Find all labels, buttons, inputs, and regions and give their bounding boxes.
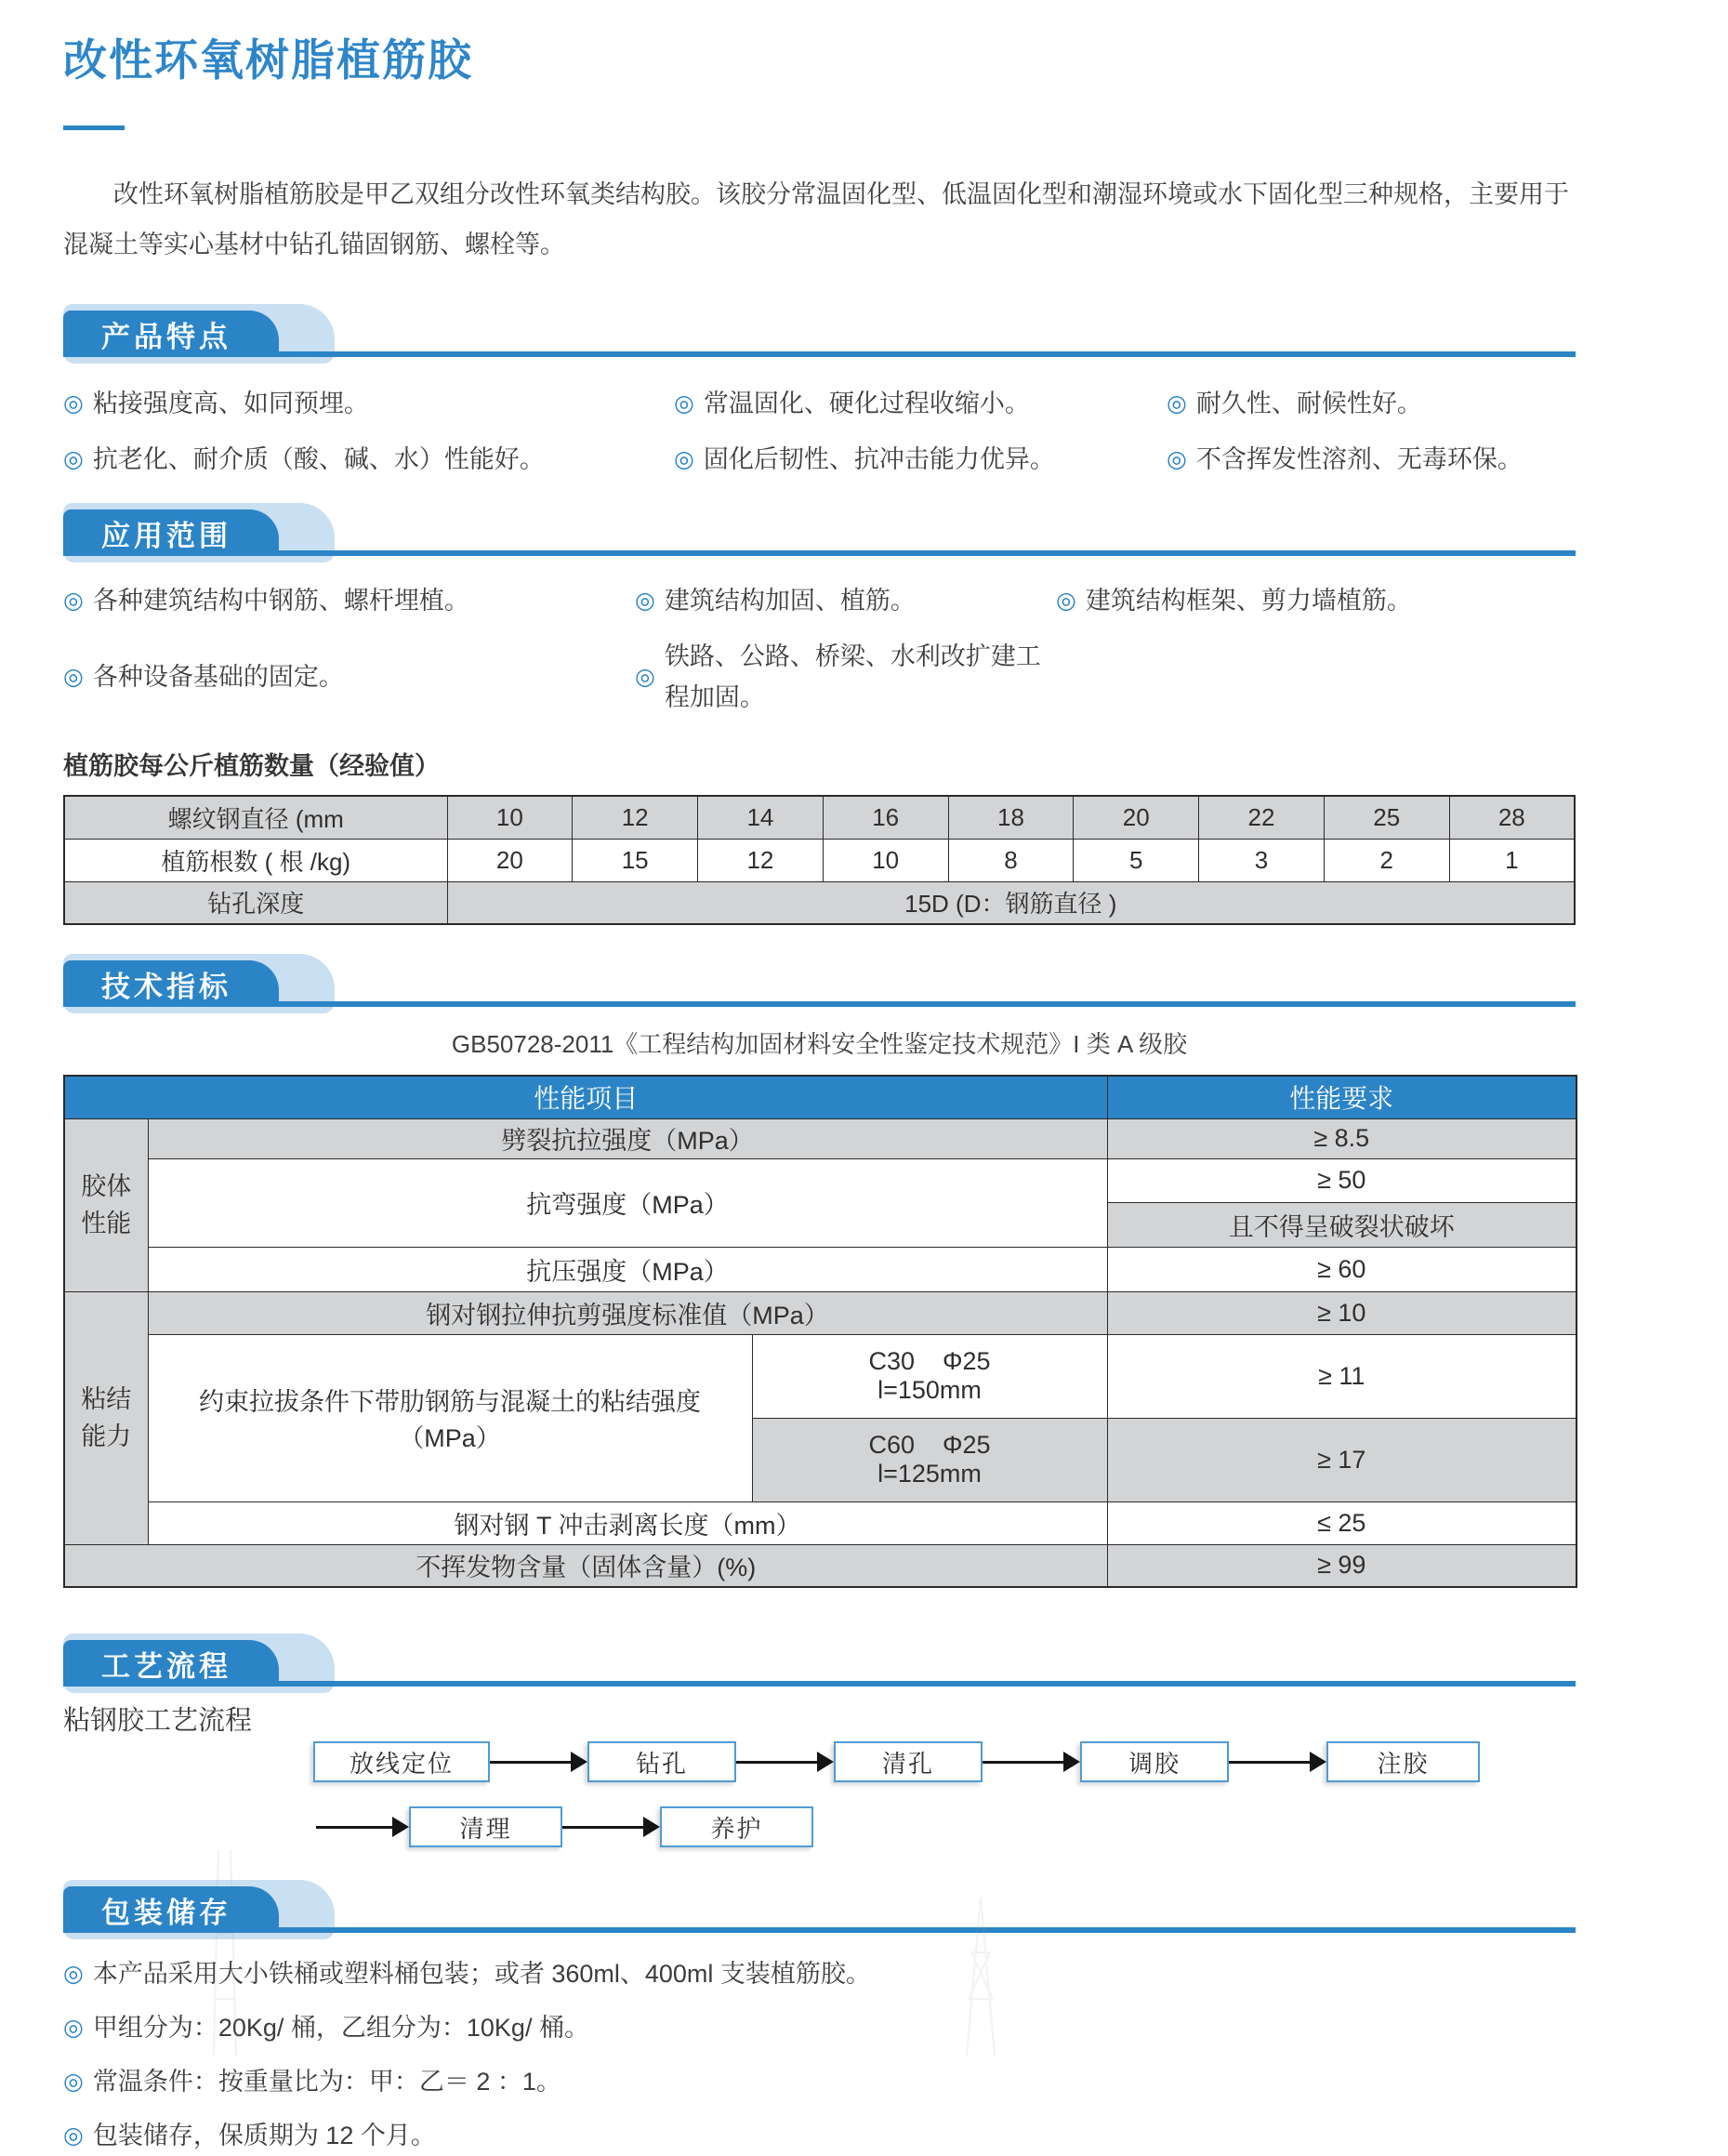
list-item <box>63 383 674 424</box>
qty-cell: 20 <box>1074 796 1199 839</box>
banner-rule <box>63 1001 1576 1007</box>
flow-label: 粘钢胶工艺流程 <box>63 1706 253 1736</box>
spec-label: 抗压强度（MPa） <box>148 1247 1107 1291</box>
list-item <box>63 439 674 480</box>
concrete-grade: C30 <box>868 1347 915 1375</box>
intro-paragraph: 改性环氧树脂植筋胶是甲乙双组分改性环氧类结构胶。该胶分常温固化型、低温固化型和潮湿环境或水下固化型三种规格，主要用于混凝土等实心基材中钻孔锚固钢筋、螺栓等。 <box>63 180 1569 258</box>
group-label-line: 胶体 <box>81 1172 132 1200</box>
document-page <box>63 0 1576 2156</box>
list-item <box>63 1953 1576 1994</box>
spec-label-bond <box>148 1334 752 1501</box>
rebar-diameter: Φ25 <box>943 1431 991 1459</box>
spec-group-bond <box>64 1291 148 1544</box>
section-banner-packaging <box>63 1886 1576 1933</box>
banner-rule <box>63 1681 1576 1686</box>
bond-label-line: （MPa） <box>399 1424 501 1452</box>
qty-cell: 14 <box>698 796 824 839</box>
table-row <box>64 1118 1576 1158</box>
packaging-list <box>63 1953 1576 2156</box>
table-header-row <box>64 1076 1576 1118</box>
flow-step-box: 清理 <box>409 1806 562 1847</box>
qty-cell: 2 <box>1324 839 1449 881</box>
bullseye-bullet-icon: ◎ <box>63 1960 84 1987</box>
flow-step-box: 注胶 <box>1326 1741 1480 1782</box>
qty-table-title: 植筋胶每公斤植筋数量（经验值） <box>63 752 440 780</box>
list-item <box>674 439 1167 480</box>
bullseye-bullet-icon: ◎ <box>635 663 655 690</box>
arrow-right-icon <box>1229 1752 1326 1772</box>
bullseye-bullet-icon: ◎ <box>635 587 655 614</box>
feature-text: 粘接强度高、如同预埋。 <box>92 390 369 417</box>
bullseye-bullet-icon: ◎ <box>63 587 84 614</box>
spec-condition-c60 <box>752 1418 1107 1501</box>
bullseye-bullet-icon: ◎ <box>674 390 694 417</box>
bullseye-bullet-icon: ◎ <box>674 445 694 472</box>
qty-cell: 28 <box>1449 796 1575 839</box>
bullseye-bullet-icon: ◎ <box>63 390 84 417</box>
bullseye-bullet-icon: ◎ <box>63 2068 84 2095</box>
list-item <box>1167 383 1576 424</box>
table-row <box>64 1291 1576 1334</box>
qty-row3-label: 钻孔深度 <box>64 881 447 924</box>
spec-value: ≥ 8.5 <box>1107 1118 1576 1158</box>
banner-rule <box>63 351 1576 357</box>
bullseye-bullet-icon: ◎ <box>1167 445 1187 472</box>
standard-note: GB50728-2011《工程结构加固材料安全性鉴定技术规范》I 类 A 级胶 <box>451 1030 1188 1058</box>
feature-text: 耐久性、耐候性好。 <box>1195 390 1422 417</box>
spec-label: 不挥发物含量（固体含量）(%) <box>64 1544 1107 1587</box>
application-text: 建筑结构框架、剪力墙植筋。 <box>1085 587 1412 615</box>
qty-cell: 5 <box>1074 839 1199 881</box>
spec-table <box>63 1075 1577 1588</box>
section-banner-process <box>63 1640 1576 1686</box>
list-item <box>63 580 635 621</box>
qty-row1-label: 螺纹钢直径 (mm <box>64 796 447 839</box>
spec-col-item: 性能项目 <box>64 1076 1107 1118</box>
qty-cell: 18 <box>948 796 1074 839</box>
section-title-features: 产品特点 <box>63 311 279 357</box>
features-list <box>63 383 1576 480</box>
qty-table <box>63 795 1576 925</box>
qty-row3-value: 15D (D：钢筋直径 ) <box>447 881 1575 924</box>
section-title-packaging: 包装储存 <box>63 1886 279 1933</box>
qty-cell: 8 <box>948 839 1074 881</box>
group-label-line: 能力 <box>81 1422 132 1450</box>
spec-label: 钢对钢 T 冲击剥离长度（mm） <box>148 1501 1107 1544</box>
bond-label-line: 约束拉拔条件下带肋钢筋与混凝土的粘结强度 <box>199 1388 701 1416</box>
arrow-right-icon <box>736 1752 834 1772</box>
packaging-text: 常温条件：按重量比为：甲：乙＝ 2 ：1。 <box>92 2068 561 2096</box>
packaging-text: 包装储存，保质期为 12 个月。 <box>92 2122 436 2149</box>
bullseye-bullet-icon: ◎ <box>1167 390 1187 417</box>
application-text: 建筑结构加固、植筋。 <box>664 587 916 615</box>
table-row <box>64 1501 1576 1544</box>
section-banner-applications <box>63 509 1576 556</box>
spec-value: ≥ 10 <box>1107 1291 1576 1334</box>
applications-list <box>63 580 1576 718</box>
qty-cell: 15 <box>573 839 698 881</box>
feature-text: 固化后韧性、抗冲击能力优异。 <box>703 445 1055 473</box>
qty-cell: 3 <box>1199 839 1325 881</box>
bullseye-bullet-icon: ◎ <box>1056 587 1076 614</box>
flow-step-box: 调胶 <box>1080 1741 1229 1782</box>
table-row <box>64 796 1575 839</box>
feature-text: 常温固化、硬化过程收缩小。 <box>703 390 1030 417</box>
spec-col-requirement: 性能要求 <box>1107 1076 1576 1118</box>
section-title-applications: 应用范围 <box>63 509 279 556</box>
arrow-right-icon <box>562 1817 660 1837</box>
spec-value: ≤ 25 <box>1107 1501 1576 1544</box>
section-banner-specs <box>63 960 1576 1007</box>
table-row <box>64 881 1575 924</box>
bullseye-bullet-icon: ◎ <box>63 2014 84 2041</box>
packaging-text: 甲组分为：20Kg/ 桶，乙组分为：10Kg/ 桶。 <box>92 2014 589 2042</box>
arrow-right-icon <box>983 1752 1080 1772</box>
table-row <box>64 1334 1576 1418</box>
list-item <box>63 636 635 718</box>
page-title: 改性环氧树脂植筋胶 <box>63 35 473 85</box>
bullseye-bullet-icon: ◎ <box>63 663 84 690</box>
banner-rule <box>63 1927 1576 1933</box>
spec-value: ≥ 50 <box>1107 1158 1576 1202</box>
qty-cell: 12 <box>573 796 698 839</box>
application-text: 各种设备基础的固定。 <box>92 663 344 691</box>
flow-row-2 <box>316 1806 1576 1847</box>
table-row <box>64 839 1575 881</box>
spec-value: ≥ 17 <box>1107 1418 1576 1501</box>
list-item <box>635 580 1056 621</box>
section-title-specs: 技术指标 <box>63 960 279 1007</box>
spec-group-colloid <box>64 1118 148 1291</box>
spec-value: ≥ 99 <box>1107 1544 1576 1587</box>
section-banner-features <box>63 311 1576 357</box>
list-item <box>1167 439 1576 480</box>
table-row <box>64 1158 1576 1202</box>
embed-length: l=125mm <box>877 1460 982 1488</box>
flow-row-1 <box>313 1741 1576 1782</box>
concrete-grade: C60 <box>868 1431 915 1459</box>
flow-step-box: 养护 <box>660 1806 813 1847</box>
table-row <box>64 1544 1576 1587</box>
qty-cell: 1 <box>1449 839 1575 881</box>
list-item <box>635 636 1056 718</box>
section-title-process: 工艺流程 <box>63 1640 279 1686</box>
qty-cell: 25 <box>1324 796 1449 839</box>
banner-rule <box>63 550 1576 556</box>
qty-cell: 20 <box>447 839 573 881</box>
arrow-right-icon <box>490 1752 587 1772</box>
table-row <box>64 1247 1576 1291</box>
flow-step-box: 钻孔 <box>587 1741 736 1782</box>
title-underline <box>63 126 125 130</box>
list-item <box>1056 580 1576 621</box>
spec-value: ≥ 11 <box>1107 1334 1576 1418</box>
bullseye-bullet-icon: ◎ <box>63 2122 84 2149</box>
flow-step-box: 放线定位 <box>313 1741 490 1782</box>
qty-cell: 10 <box>823 839 948 881</box>
qty-row2-label: 植筋根数 ( 根 /kg) <box>64 839 447 881</box>
qty-cell: 22 <box>1199 796 1325 839</box>
bullseye-bullet-icon: ◎ <box>63 445 84 472</box>
qty-cell: 12 <box>698 839 824 881</box>
list-item <box>63 2115 1576 2156</box>
feature-text: 不含挥发性溶剂、无毒环保。 <box>1195 445 1523 473</box>
flow-step-box: 清孔 <box>834 1741 983 1782</box>
spec-condition-c30 <box>752 1334 1107 1418</box>
application-text: 各种建筑结构中钢筋、螺杆埋植。 <box>92 587 469 615</box>
embed-length: l=150mm <box>877 1376 982 1404</box>
qty-cell: 10 <box>447 796 573 839</box>
packaging-text: 本产品采用大小铁桶或塑料桶包装；或者 360ml、400ml 支装植筋胶。 <box>92 1960 871 1988</box>
list-item <box>63 2061 1576 2102</box>
spec-value: ≥ 60 <box>1107 1247 1576 1291</box>
spec-label: 劈裂抗拉强度（MPa） <box>148 1118 1107 1158</box>
feature-text: 抗老化、耐介质（酸、碱、水）性能好。 <box>92 445 545 473</box>
list-item <box>674 383 1167 424</box>
qty-cell: 16 <box>823 796 948 839</box>
spec-value: 且不得呈破裂状破坏 <box>1107 1202 1576 1247</box>
arrow-right-icon <box>316 1817 409 1837</box>
rebar-diameter: Φ25 <box>943 1347 991 1375</box>
application-text: 铁路、公路、桥梁、水利改扩建工程加固。 <box>664 642 1041 711</box>
spec-label: 钢对钢拉伸抗剪强度标准值（MPa） <box>148 1291 1107 1334</box>
list-item <box>63 2007 1576 2048</box>
group-label-line: 性能 <box>81 1210 132 1237</box>
group-label-line: 粘结 <box>81 1385 132 1413</box>
spec-label: 抗弯强度（MPa） <box>148 1158 1107 1247</box>
